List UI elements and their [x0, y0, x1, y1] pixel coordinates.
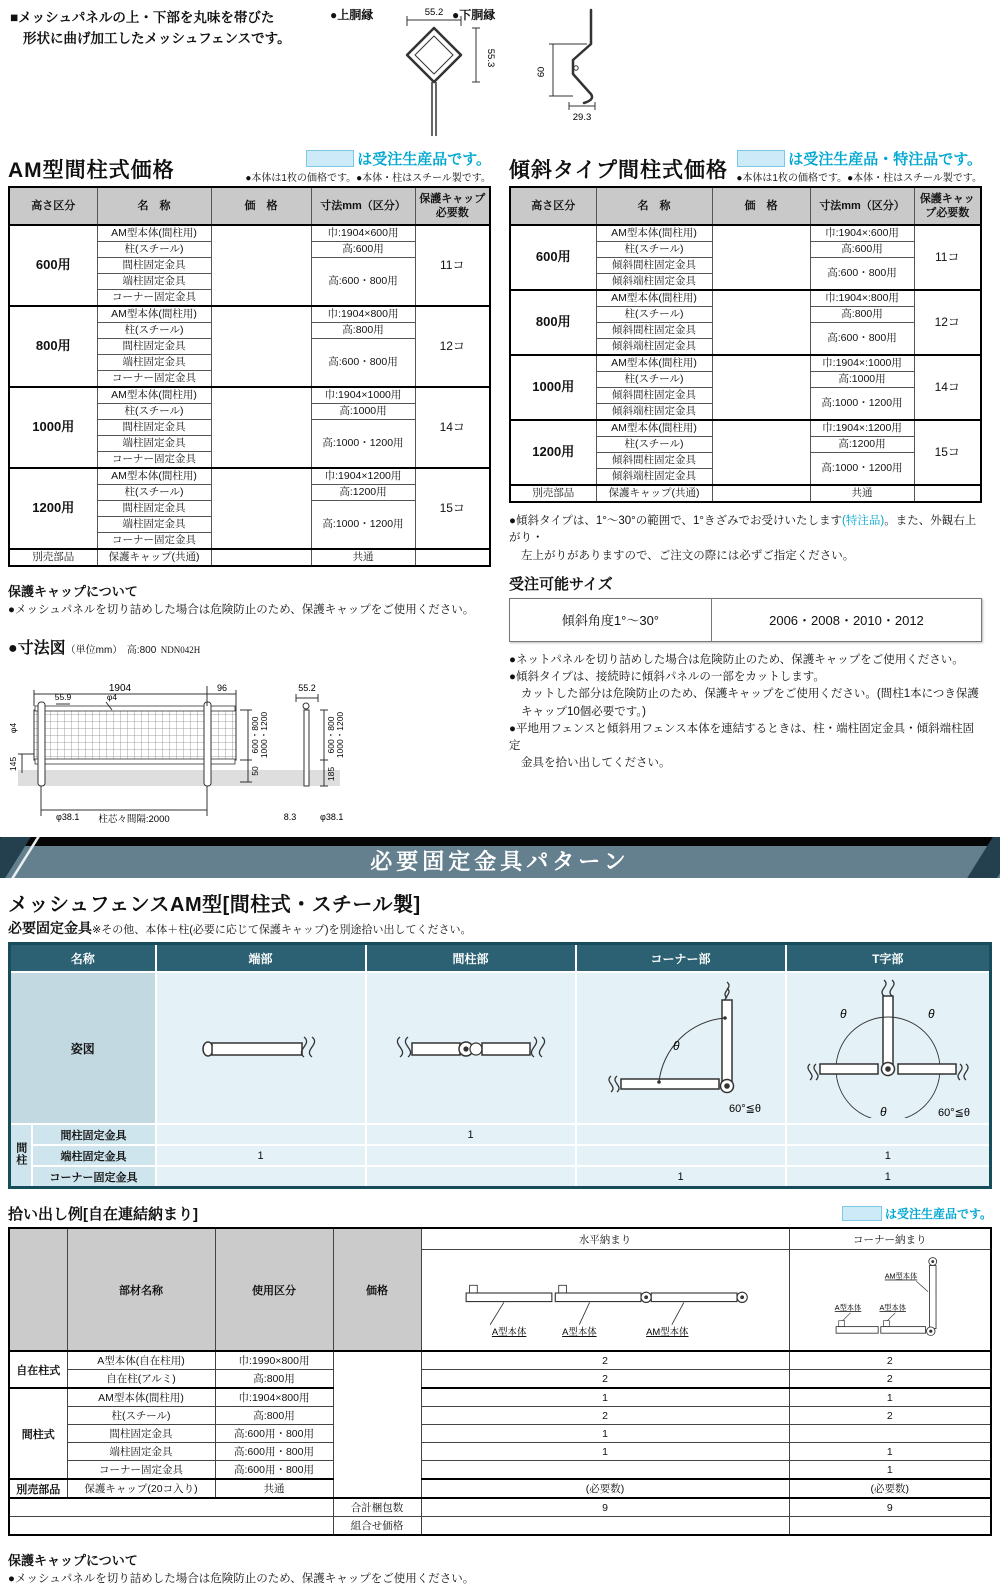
break-symbol	[301, 1037, 314, 1057]
dim-cell: 共通	[311, 549, 415, 566]
order-size-table	[509, 598, 982, 642]
legend-color-box	[306, 150, 354, 167]
legend-color-box	[737, 150, 785, 167]
dimension-figure-caption	[8, 635, 491, 658]
dim-cell: 巾:1904×:1000用	[810, 355, 914, 372]
caps-cell: 15コ	[914, 420, 981, 485]
part-name-cell: 保護キャップ(共通)	[596, 485, 712, 502]
part-name-cell: A型本体(自在柱用)	[67, 1351, 215, 1370]
footer-title: 保護キャップについて	[8, 1553, 138, 1569]
dim-cell: 高:800用	[810, 307, 914, 323]
dim-145: 145	[8, 757, 18, 772]
left-table-title: AM型間柱式価格	[8, 159, 175, 182]
corner-blank-cell	[9, 1228, 67, 1351]
col-header: 部材名称	[67, 1228, 215, 1351]
col-header: 高さ区分	[9, 187, 97, 225]
dim-cell: 高:1000・1200用	[311, 501, 415, 550]
part-name-cell: 間柱固定金具	[97, 420, 211, 436]
caps-cell: 14コ	[415, 387, 490, 468]
dim-cell: 高:600用	[810, 242, 914, 258]
pickup-table	[8, 1227, 992, 1536]
legend-special	[736, 148, 982, 184]
separate-parts-cell: 別売部品	[510, 485, 596, 502]
qty-corner-cell: 1	[789, 1443, 991, 1461]
part-name-cell: 間柱固定金具	[97, 501, 211, 517]
fitting-row-label: 端柱固定金具	[32, 1145, 156, 1166]
dim-post-span: 柱芯々間隔:2000	[98, 814, 170, 826]
height-class-cell: 1000用	[9, 387, 97, 468]
corner-section-figure	[576, 972, 786, 1124]
price-cell	[211, 225, 311, 306]
qty-corner-cell: 2	[789, 1370, 991, 1389]
group-label-cell: 別売部品	[9, 1479, 67, 1498]
price-cell	[211, 468, 311, 549]
part-name-cell: 傾斜間柱固定金具	[596, 323, 712, 339]
dim-cell: 巾:1904×:600用	[810, 225, 914, 242]
legend-text: は受注生産品です。	[357, 151, 491, 168]
end-section-figure	[156, 972, 366, 1124]
fitting-count-cell	[156, 1124, 366, 1145]
a-body-label: A型本体	[562, 1325, 597, 1337]
dim-cell: 巾:1904×:800用	[810, 290, 914, 307]
dim-cell: 高:600・800用	[810, 258, 914, 291]
post-left	[38, 702, 45, 786]
dimension-figure	[8, 635, 491, 831]
col-header: 価 格	[712, 187, 810, 225]
dim-cell: 巾:1904×1000用	[311, 387, 415, 404]
top-rail-label: ●上胴縁	[330, 8, 374, 22]
legend-standard	[245, 148, 491, 184]
intro-text	[10, 8, 291, 50]
dim-600-800: 600・800	[250, 716, 260, 754]
price-cell	[211, 306, 311, 387]
usage-cell: 高:800用	[215, 1370, 333, 1389]
qty-corner-cell: 2	[789, 1351, 991, 1370]
dim-cell: 高:600・800用	[810, 323, 914, 356]
fitting-count-cell	[156, 1166, 366, 1188]
dim-cell: 高:600・800用	[311, 258, 415, 307]
qty-corner-cell: 1	[789, 1461, 991, 1480]
part-name-cell: 柱(スチール)	[97, 242, 211, 258]
part-name-cell: 端柱固定金具	[97, 436, 211, 452]
caps-cell: 11コ	[914, 225, 981, 290]
part-name-cell: AM型本体(間柱用)	[97, 306, 211, 323]
part-name-cell: 柱(スチール)	[596, 372, 712, 388]
dim-55-2: 55.2	[425, 7, 444, 18]
group-label-cell: 自在柱式	[9, 1351, 67, 1388]
dim-code: NDN042H	[160, 645, 201, 656]
part-name-cell: 保護キャップ(20コ入り)	[67, 1479, 215, 1498]
a-body-label: A型本体	[491, 1325, 527, 1337]
dim-cell: 巾:1904×600用	[311, 225, 415, 242]
footer-note	[8, 1550, 992, 1588]
part-name-cell: 自在柱(アルミ)	[67, 1370, 215, 1389]
qty-horizontal-cell: 2	[421, 1407, 789, 1425]
caps-cell: 11コ	[415, 225, 490, 306]
banner-black-stripe	[0, 837, 1000, 846]
qty-horizontal-cell: 1	[421, 1388, 789, 1407]
part-name-cell: 端柱固定金具	[97, 517, 211, 533]
usage-cell: 高:800用	[215, 1407, 333, 1425]
dim-cell: 高:600用	[311, 242, 415, 258]
col-header: 名称	[10, 944, 156, 973]
col-header: 名 称	[97, 187, 211, 225]
height-class-cell: 1000用	[510, 355, 596, 420]
end-diagram	[166, 987, 356, 1107]
part-name-cell: 傾斜間柱固定金具	[596, 388, 712, 404]
col-header: 使用区分	[215, 1228, 333, 1351]
slope-note-3: ●傾斜タイプは、接続時に傾斜パネルの一部をカットします。 カットした部分は危険防止のため、保護キャップをご使用ください。(間柱1本につき保護 キャップ10個必要です。)	[509, 671, 979, 718]
a-body-label: A型本体	[834, 1302, 862, 1312]
left-column	[8, 148, 491, 831]
part-name-cell: 傾斜間柱固定金具	[596, 453, 712, 469]
combo-horizontal-cell	[421, 1517, 789, 1536]
caps-cell: 12コ	[415, 306, 490, 387]
caps-cell: 15コ	[415, 468, 490, 549]
usage-cell: 高:600用・800用	[215, 1443, 333, 1461]
footer-text: ●メッシュパネルを切り詰めした場合は危険防止のため、保護キャップをご使用ください。	[8, 1573, 475, 1586]
theta-label: θ	[927, 1006, 935, 1021]
fence-dimension-drawing	[8, 658, 353, 826]
row-group-label: 間柱	[10, 1124, 32, 1188]
side-post	[304, 710, 309, 786]
total-packages-label: 合計梱包数	[333, 1498, 421, 1517]
qty-corner-cell: 1	[789, 1388, 991, 1407]
fitting-count-cell: 1	[366, 1124, 576, 1145]
part-name-cell: 傾斜間柱固定金具	[596, 258, 712, 274]
part-name-cell: AM型本体(間柱用)	[97, 468, 211, 485]
blank-cell	[9, 1517, 333, 1536]
qty-horizontal-cell: 1	[421, 1425, 789, 1443]
a-body-label: A型本体	[879, 1302, 906, 1312]
dim-cell: 巾:1904×800用	[311, 306, 415, 323]
total-horizontal-cell: 9	[421, 1498, 789, 1517]
am-price-table	[8, 186, 491, 567]
dim-600-800-side: 600・800	[326, 716, 336, 754]
part-name-cell: AM型本体(間柱用)	[596, 420, 712, 437]
am-body-label: AM型本体	[646, 1325, 689, 1337]
dim-cell: 巾:1904×1200用	[311, 468, 415, 485]
fitting-count-cell	[576, 1145, 786, 1166]
col-header: コーナー納まり	[789, 1228, 991, 1250]
dim-29-3: 29.3	[573, 112, 592, 123]
dim-96: 96	[216, 683, 228, 694]
corner-layout-figure	[789, 1250, 991, 1352]
legend-text: は受注生産品です。	[884, 1207, 992, 1222]
price-cell	[712, 355, 810, 420]
part-name-cell: AM型本体(間柱用)	[97, 225, 211, 242]
height-class-cell: 600用	[510, 225, 596, 290]
t-section-figure	[786, 972, 991, 1124]
price-cell	[211, 387, 311, 468]
dim-185: 185	[326, 767, 336, 782]
right-table-title: 傾斜タイプ間柱式価格	[509, 159, 728, 182]
dim-60: 60	[536, 66, 548, 78]
dim-cell: 巾:1904×:1200用	[810, 420, 914, 437]
angle-condition: 60°≦θ	[728, 1102, 761, 1115]
figure-row-label: 姿図	[10, 972, 156, 1124]
qty-horizontal-cell: 2	[421, 1351, 789, 1370]
price-note: ●本体は1枚の価格です。●本体・柱はスチール製です。	[736, 173, 982, 184]
dim-title: ●寸法図	[8, 640, 66, 658]
horizontal-layout-diagram	[425, 1251, 785, 1347]
part-name-cell: 間柱固定金具	[67, 1425, 215, 1443]
part-name-cell: 柱(スチール)	[97, 323, 211, 339]
fitting-count-cell	[366, 1166, 576, 1188]
dim-phi4-left: φ4	[8, 723, 18, 734]
corner-layout-diagram	[792, 1251, 988, 1347]
dim-unit: （単位mm）	[65, 645, 123, 657]
part-name-cell: AM型本体(間柱用)	[596, 290, 712, 307]
horizontal-layout-figure	[421, 1250, 789, 1352]
order-size-title: 受注可能サイズ	[509, 575, 613, 593]
dim-50: 50	[250, 766, 260, 776]
legend-color-box	[842, 1206, 882, 1221]
group-label-cell: 間柱式	[9, 1388, 67, 1479]
pickup-title: 拾い出し例[自在連結納まり]	[8, 1206, 198, 1224]
part-name-cell: コーナー固定金具	[67, 1461, 215, 1480]
dim-cell: 高:1000・1200用	[810, 453, 914, 486]
part-name-cell: AM型本体(間柱用)	[97, 387, 211, 404]
intermediate-section-figure	[366, 972, 576, 1124]
part-name-cell: 端柱固定金具	[67, 1443, 215, 1461]
bottom-rail-figure	[452, 6, 649, 146]
dim-phi38-1: φ38.1	[56, 812, 80, 823]
slope-note-2: ●ネットパネルを切り詰めした場合は危険防止のため、保護キャップをご使用ください。	[509, 653, 964, 666]
angle-range-cell: 傾斜角度1°〜30°	[510, 598, 712, 641]
col-header: 寸法mm（区分）	[311, 187, 415, 225]
col-header: 寸法mm（区分）	[810, 187, 914, 225]
intro-line1: ■メッシュパネルの上・下部を丸味を帯びた	[10, 10, 275, 25]
fittings-title: メッシュフェンスAM型[間柱式・スチール製]	[8, 894, 421, 917]
fitting-count-cell: 1	[786, 1166, 991, 1188]
cap-note-title: 保護キャップについて	[8, 584, 138, 599]
theta-label: θ	[672, 1038, 680, 1053]
slope-price-table	[509, 186, 982, 503]
fitting-count-cell: 1	[156, 1145, 366, 1166]
caps-cell	[415, 549, 490, 566]
theta-label: θ	[839, 1006, 847, 1021]
price-cell	[712, 225, 810, 290]
part-name-cell: 傾斜端柱固定金具	[596, 339, 712, 356]
dim-1000-1200-side: 1000・1200	[335, 712, 345, 759]
col-header: 価格	[333, 1228, 421, 1351]
t-diagram	[788, 976, 988, 1118]
dim-phi38-1-side: φ38.1	[320, 812, 344, 823]
dim-size: 高:800	[126, 645, 157, 657]
fitting-row-label: 間柱固定金具	[32, 1124, 156, 1145]
intermediate-diagram	[376, 987, 566, 1107]
part-name-cell: 傾斜端柱固定金具	[596, 274, 712, 291]
slope-note-4: ●平地用フェンスと傾斜用フェンス本体を連結するときは、柱・端柱固定金具・傾斜端柱固定 金具を拾い出してください。	[509, 722, 975, 770]
dim-cell: 高:600・800用	[311, 339, 415, 388]
total-corner-cell: 9	[789, 1498, 991, 1517]
dim-cell: 共通	[810, 485, 914, 502]
dim-1000-1200: 1000・1200	[259, 712, 269, 759]
ground-shading	[18, 770, 340, 786]
fittings-table	[8, 942, 992, 1189]
height-class-cell: 600用	[9, 225, 97, 306]
top-section	[0, 0, 1000, 148]
dim-cell: 高:1000・1200用	[810, 388, 914, 421]
part-name-cell: 保護キャップ(共通)	[97, 549, 211, 566]
part-name-cell: 端柱固定金具	[97, 355, 211, 371]
price-cell	[211, 549, 311, 566]
caps-cell: 12コ	[914, 290, 981, 355]
caps-cell: 14コ	[914, 355, 981, 420]
col-header: コーナー部	[576, 944, 786, 973]
special-order-tag: (特注品)	[842, 515, 885, 527]
blank-cell	[9, 1498, 333, 1517]
col-header: T字部	[786, 944, 991, 973]
legend-text: は受注生産品・特注品です。	[788, 151, 982, 168]
dim-cell: 高:1000用	[311, 404, 415, 420]
price-cell	[712, 290, 810, 355]
height-class-cell: 800用	[9, 306, 97, 387]
fitting-count-cell	[786, 1124, 991, 1145]
dim-55-2-side: 55.2	[298, 683, 316, 694]
qty-horizontal-cell: (必要数)	[421, 1479, 789, 1498]
col-header: 端部	[156, 944, 366, 973]
part-name-cell: 傾斜端柱固定金具	[596, 469, 712, 486]
qty-corner-cell: 2	[789, 1407, 991, 1425]
section-banner	[0, 837, 1000, 878]
part-name-cell: 端柱固定金具	[97, 274, 211, 290]
fittings-subtitle: 必要固定金具※その他、本体＋柱(必要に応じて保護キャップ)を別途拾い出してください。	[8, 920, 472, 937]
price-cell	[712, 485, 810, 502]
separate-parts-cell: 別売部品	[9, 549, 97, 566]
part-name-cell: 柱(スチール)	[596, 242, 712, 258]
part-name-cell: コーナー固定金具	[97, 452, 211, 469]
usage-cell: 巾:1904×800用	[215, 1388, 333, 1407]
usage-cell: 高:600用・800用	[215, 1425, 333, 1443]
dim-55-9: 55.9	[54, 692, 72, 703]
price-note: ●本体は1枚の価格です。●本体・柱はスチール製です。	[245, 173, 491, 184]
part-name-cell: 間柱固定金具	[97, 258, 211, 274]
dim-1904: 1904	[108, 683, 132, 695]
qty-horizontal-cell: 2	[421, 1370, 789, 1389]
am-body-label: AM型本体	[884, 1271, 917, 1281]
height-class-cell: 1200用	[9, 468, 97, 549]
dim-cell: 高:1200用	[311, 485, 415, 501]
slope-note-1: ●傾斜タイプは、1°〜30°の範囲で、1°きざみでお受けいたします(特注品)。また、外観右上がり・ 左上がりがありますので、ご注文の際には必ずご指定ください。	[509, 515, 977, 562]
legend-standard	[842, 1205, 992, 1222]
price-section	[0, 148, 1000, 831]
bottom-rail-label: ●下胴縁	[452, 8, 496, 22]
col-header: 水平納まり	[421, 1228, 789, 1250]
part-name-cell: 間柱固定金具	[97, 339, 211, 355]
dim-8-3: 8.3	[283, 812, 297, 823]
part-name-cell: 柱(スチール)	[97, 404, 211, 420]
part-name-cell: 柱(スチール)	[67, 1407, 215, 1425]
price-cell	[712, 420, 810, 485]
dim-cell: 高:1200用	[810, 437, 914, 453]
part-name-cell: AM型本体(間柱用)	[596, 355, 712, 372]
qty-corner-cell: (必要数)	[789, 1479, 991, 1498]
theta-label: θ	[879, 1104, 887, 1118]
usage-cell: 巾:1990×800用	[215, 1351, 333, 1370]
col-header: 間柱部	[366, 944, 576, 973]
post-right	[204, 702, 211, 786]
part-name-cell: 柱(スチール)	[596, 437, 712, 453]
pickup-header	[8, 1203, 992, 1224]
combo-corner-cell	[789, 1517, 991, 1536]
cap-note-text: ●メッシュパネルを切り詰めした場合は危険防止のため、保護キャップをご使用ください。	[8, 604, 475, 616]
part-name-cell: コーナー固定金具	[97, 290, 211, 307]
dim-55-3: 55.3	[485, 48, 497, 68]
bottom-rail-profile	[573, 10, 592, 103]
height-class-cell: 1200用	[510, 420, 596, 485]
col-header: 高さ区分	[510, 187, 596, 225]
corner-diagram	[581, 976, 781, 1118]
col-header: 保護キャップ必要数	[415, 187, 490, 225]
dim-cell: 高:800用	[311, 323, 415, 339]
fitting-count-cell: 1	[576, 1166, 786, 1188]
part-name-cell: AM型本体(間柱用)	[596, 225, 712, 242]
col-header: 保護キャップ必要数	[914, 187, 981, 225]
intro-line2: 形状に曲げ加工したメッシュフェンスです。	[23, 30, 291, 46]
caps-cell	[914, 485, 981, 502]
qty-corner-cell	[789, 1425, 991, 1443]
usage-cell: 共通	[215, 1479, 333, 1498]
dim-cell: 高:1000用	[810, 372, 914, 388]
col-header: 名 称	[596, 187, 712, 225]
banner-title: 必要固定金具パターン	[370, 849, 630, 875]
angle-condition: 60°≦θ	[937, 1106, 970, 1118]
right-column	[509, 148, 982, 773]
fitting-count-cell	[366, 1145, 576, 1166]
fitting-count-cell: 1	[786, 1145, 991, 1166]
part-name-cell: 傾斜端柱固定金具	[596, 404, 712, 421]
combo-price-label: 組合せ価格	[333, 1517, 421, 1536]
dim-phi4: φ4	[106, 692, 118, 703]
part-name-cell: AM型本体(間柱用)	[67, 1388, 215, 1407]
part-name-cell: 柱(スチール)	[97, 485, 211, 501]
part-name-cell: コーナー固定金具	[97, 533, 211, 550]
size-values-cell: 2006・2008・2010・2012	[711, 598, 981, 641]
part-name-cell: 柱(スチール)	[596, 307, 712, 323]
fitting-row-label: コーナー固定金具	[32, 1166, 156, 1188]
usage-cell: 高:600用・800用	[215, 1461, 333, 1480]
price-cell	[333, 1351, 421, 1498]
fitting-count-cell	[576, 1124, 786, 1145]
height-class-cell: 800用	[510, 290, 596, 355]
part-name-cell: コーナー固定金具	[97, 371, 211, 388]
dim-cell: 高:1000・1200用	[311, 420, 415, 469]
qty-horizontal-cell: 1	[421, 1443, 789, 1461]
bottom-rail-diagram	[529, 6, 649, 146]
col-header: 価 格	[211, 187, 311, 225]
qty-horizontal-cell	[421, 1461, 789, 1480]
